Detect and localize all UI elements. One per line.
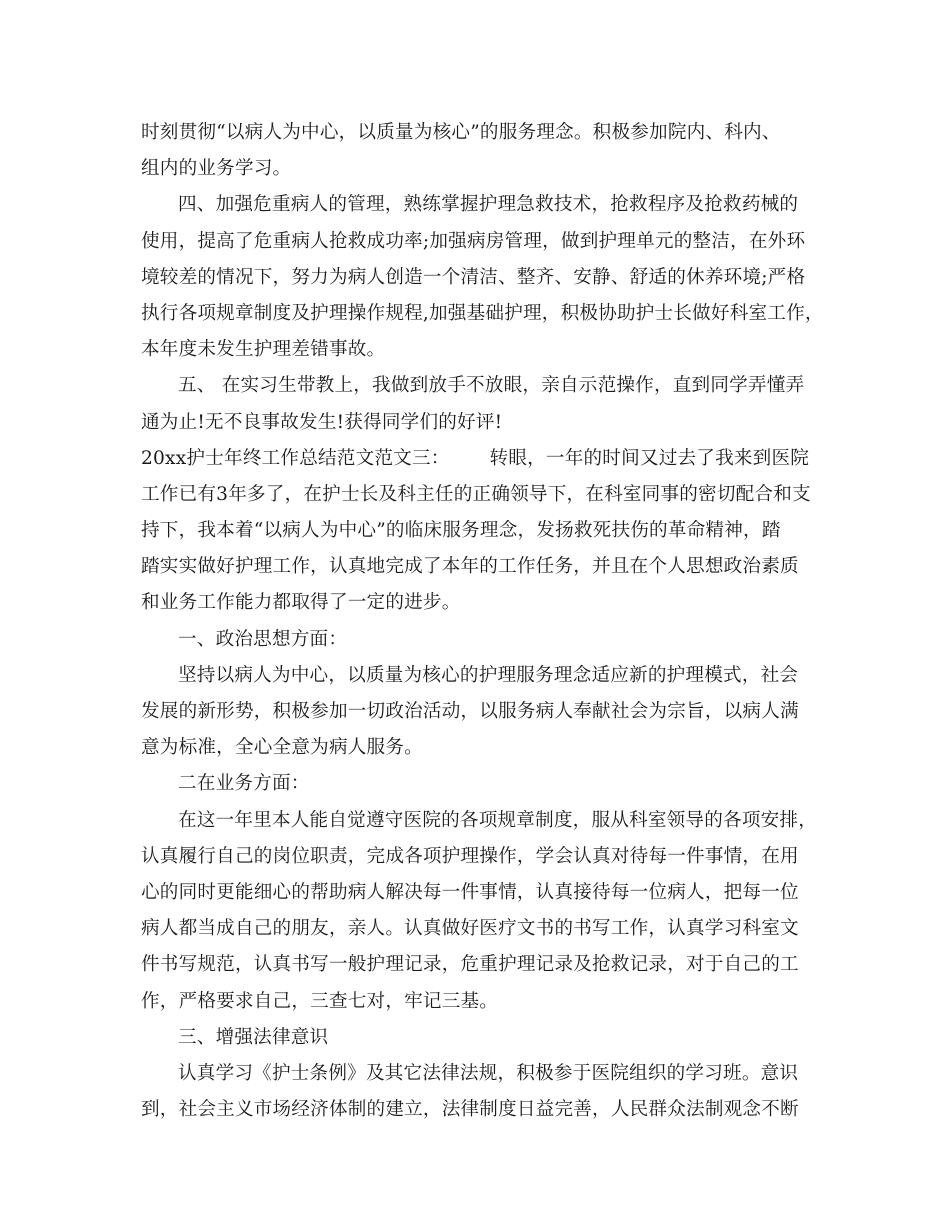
article-title: 20xx护士年终工作总结范文范文三：: [141, 447, 450, 469]
text-line: 认真履行自己的岗位职责，完成各项护理操作，学会认真对待每一件事情，在用: [141, 845, 799, 867]
section-heading-law: 三、增强法律意识: [178, 1026, 329, 1048]
text-line: 使用，提高了危重病人抢救成功率;加强病房管理，做到护理单元的整洁，在外环: [141, 230, 806, 252]
text-line: 踏实实做好护理工作，认真地完成了本年的工作任务，并且在个人思想政治素质: [141, 556, 799, 578]
text-line: 认真学习《护士条例》及其它法律法规，积极参于医院组织的学习班。意识: [178, 1062, 799, 1084]
text-line: 持下，我本着“以病人为中心”的临床服务理念，发扬救死扶伤的革命精神，踏: [141, 520, 781, 542]
article-heading-row: [141, 441, 813, 477]
section-heading-business: 二在业务方面：: [178, 773, 310, 795]
text-line: 时刻贯彻“以病人为中心，以质量为核心”的服务理念。积极参加院内、科内、: [141, 122, 781, 143]
text-line: 组内的业务学习。: [141, 158, 292, 180]
text-line: 在这一年里本人能自觉遵守医院的各项规章制度，服从科室领导的各项安排，: [178, 809, 817, 831]
document-body: [141, 115, 824, 1128]
paragraph-section-four: 四、加强危重病人的管理，熟练掌握护理急救技术，抢救程序及抢救药械的: [178, 194, 799, 216]
text-line: 心的同时更能细心的帮助病人解决每一件事情，认真接待每一位病人，把每一位: [141, 881, 799, 903]
text-line: 到，社会主义市场经济体制的建立，法律制度日益完善，人民群众法制观念不断: [141, 1099, 799, 1121]
text-line: 执行各项规章制度及护理操作规程,加强基础护理，积极协助护士长做好科室工作，: [141, 302, 824, 324]
text-line: 通为止!无不良事故发生!获得同学们的好评!: [141, 411, 503, 433]
text-line: 作，严格要求自己，三查七对，牢记三基。: [141, 990, 499, 1012]
text-line: 件书写规范，认真书写一般护理记录，危重护理记录及抢救记录，对于自己的工: [141, 954, 799, 976]
text-line: 意为标准，全心全意为病人服务。: [141, 737, 423, 759]
paragraph-section-five: 五、 在实习生带教上，我做到放手不放眼，亲自示范操作，直到同学弄懂弄: [178, 375, 805, 397]
section-heading-politics: 一、政治思想方面：: [178, 628, 348, 650]
text-line: 工作已有3年多了，在护士长及科主任的正确领导下，在科室同事的密切配合和支: [141, 483, 811, 505]
text-line: 病人都当成自己的朋友，亲人。认真做好医疗文书的书写工作，认真学习科室文: [141, 918, 799, 940]
text-line: 坚持以病人为中心，以质量为核心的护理服务理念适应新的护理模式，社会: [178, 664, 799, 686]
text-line: 境较差的情况下，努力为病人创造一个清洁、整齐、安静、舒适的休养环境;严格: [141, 266, 806, 288]
text-line: 转眼，一年的时间又过去了我来到医院: [489, 447, 810, 469]
text-line: 本年度未发生护理差错事故。: [141, 339, 386, 361]
text-line: 和业务工作能力都取得了一定的进步。: [141, 592, 461, 614]
text-line: 发展的新形势，积极参加一切政治活动，以服务病人奉献社会为宗旨，以病人满: [141, 701, 799, 722]
